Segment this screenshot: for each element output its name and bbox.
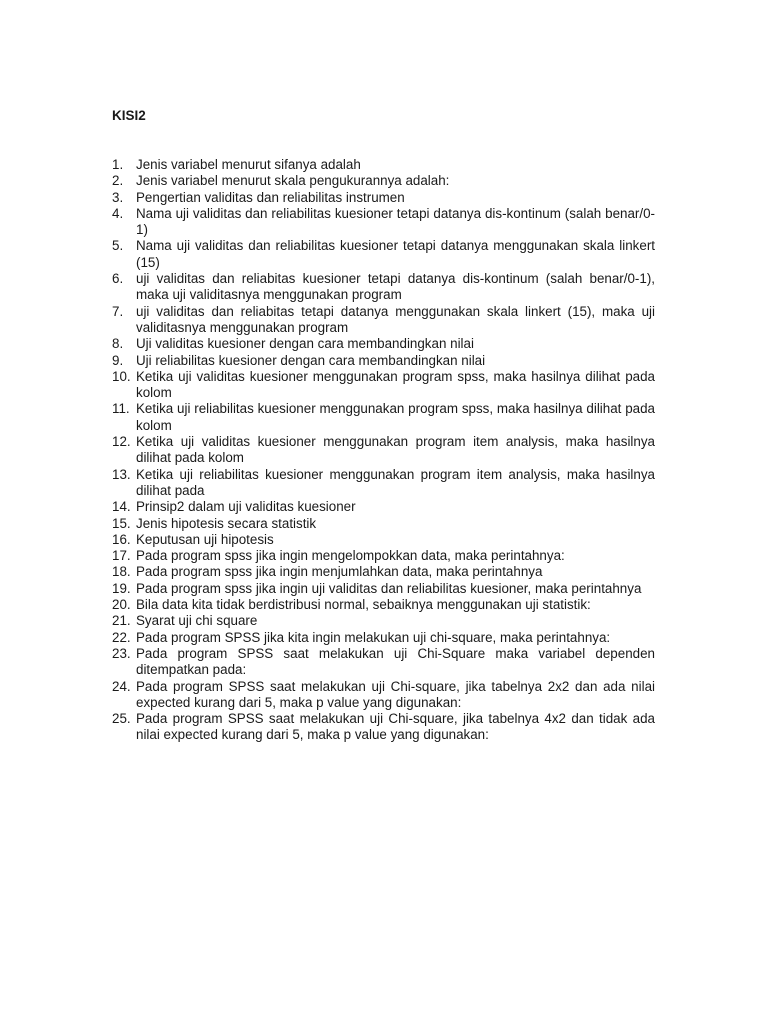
question-number: 10.	[112, 368, 131, 384]
question-item	[112, 548, 655, 564]
question-text: Bila data kita tidak berdistribusi normal, sebaiknya menggunakan uji statistik:	[136, 597, 591, 613]
question-item	[112, 238, 655, 271]
question-item	[112, 630, 655, 646]
question-number: 3.	[112, 189, 124, 205]
question-item	[112, 353, 655, 369]
question-item	[112, 157, 655, 173]
question-number: 19.	[112, 580, 131, 596]
question-text: Pada program spss jika ingin mengelompokkan data, maka perintahnya:	[136, 548, 565, 564]
question-text: Keputusan uji hipotesis	[136, 531, 274, 547]
question-text: Jenis variabel menurut skala pengukurannya adalah:	[136, 173, 450, 189]
question-number: 23.	[112, 645, 131, 661]
question-item	[112, 206, 655, 239]
question-item	[112, 304, 655, 337]
question-item	[112, 564, 655, 580]
document-title: KISI2	[112, 108, 146, 123]
question-item	[112, 679, 655, 712]
question-number: 14.	[112, 499, 131, 515]
question-text: Syarat uji chi square	[136, 613, 258, 629]
question-number: 13.	[112, 466, 131, 482]
question-number: 12.	[112, 434, 131, 450]
question-item	[112, 190, 655, 206]
question-item	[112, 581, 655, 597]
question-number: 15.	[112, 515, 131, 531]
question-number: 1.	[112, 157, 124, 172]
question-text: Nama uji validitas dan reliabilitas kuesioner tetapi datanya menggunakan skala linkert (15)	[136, 238, 655, 270]
question-item	[112, 173, 655, 189]
question-number: 22.	[112, 629, 131, 645]
question-number: 17.	[112, 548, 131, 564]
question-item	[112, 597, 655, 613]
question-text: Ketika uji reliabilitas kuesioner menggunakan program item analysis, maka hasilnya dilihat pada	[136, 466, 655, 498]
question-number: 24.	[112, 678, 131, 694]
question-item	[112, 369, 655, 402]
question-number: 2.	[112, 173, 124, 189]
question-list	[112, 157, 655, 744]
question-text: Ketika uji reliabilitas kuesioner menggunakan program spss, maka hasilnya dilihat pada kolom	[136, 401, 655, 433]
question-text: Prinsip2 dalam uji validitas kuesioner	[136, 499, 356, 515]
question-text: Pada program spss jika ingin uji validitas dan reliabilitas kuesioner, maka perintahnya	[136, 580, 642, 596]
question-text: Pada program SPSS saat melakukan uji Chi-Square maka variabel dependen ditempatkan pada:	[136, 645, 655, 678]
question-text: uji validitas dan reliabitas tetapi datanya menggunakan skala linkert (15), maka uji validitasnya menggunakan program	[136, 303, 655, 335]
question-text: uji validitas dan reliabitas kuesioner tetapi datanya dis-kontinum (salah benar/0-1), maka uji validitasnya menggunakan program	[136, 271, 655, 303]
question-number: 20.	[112, 597, 131, 613]
question-text: Uji validitas kuesioner dengan cara membandingkan nilai	[136, 336, 474, 352]
question-number: 6.	[112, 271, 124, 287]
question-text: Ketika uji validitas kuesioner menggunakan program item analysis, maka hasilnya dilihat pada kolom	[136, 434, 655, 466]
question-text: Jenis variabel menurut sifanya adalah	[136, 157, 361, 172]
question-text: Pengertian validitas dan reliabilitas instrumen	[136, 189, 405, 205]
question-item	[112, 434, 655, 467]
question-item	[112, 646, 655, 679]
question-item	[112, 336, 655, 352]
question-text: Pada program SPSS jika kita ingin melakukan uji chi-square, maka perintahnya:	[136, 629, 611, 645]
question-text: Jenis hipotesis secara statistik	[136, 515, 317, 531]
question-text: Pada program SPSS saat melakukan uji Chi-square, jika tabelnya 2x2 dan ada nilai expected kurang dari 5, maka p value yang digunakan:	[136, 678, 655, 710]
question-number: 21.	[112, 613, 131, 629]
question-item	[112, 532, 655, 548]
question-text: Ketika uji validitas kuesioner menggunakan program spss, maka hasilnya dilihat pada kolom	[136, 368, 655, 401]
question-text: Uji reliabilitas kuesioner dengan cara membandingkan nilai	[136, 352, 486, 368]
question-number: 25.	[112, 711, 131, 727]
question-number: 11.	[112, 401, 130, 417]
question-item	[112, 467, 655, 500]
question-text: Pada program spss jika ingin menjumlahkan data, maka perintahnya	[136, 564, 543, 580]
question-item	[112, 271, 655, 304]
question-number: 9.	[112, 352, 124, 368]
question-item	[112, 613, 655, 629]
question-number: 8.	[112, 336, 124, 352]
question-item	[112, 711, 655, 744]
question-number: 7.	[112, 303, 124, 319]
question-text: Pada program SPSS saat melakukan uji Chi-square, jika tabelnya 4x2 dan tidak ada nilai expected kurang dari 5, maka p value yang digunakan:	[136, 711, 655, 743]
question-number: 16.	[112, 531, 131, 547]
question-item	[112, 516, 655, 532]
question-number: 4.	[112, 205, 124, 221]
question-item	[112, 401, 655, 434]
question-number: 5.	[112, 238, 124, 254]
question-text: Nama uji validitas dan reliabilitas kuesioner tetapi datanya dis-kontinum (salah benar/0-1)	[136, 205, 655, 238]
question-item	[112, 499, 655, 515]
question-number: 18.	[112, 564, 131, 580]
